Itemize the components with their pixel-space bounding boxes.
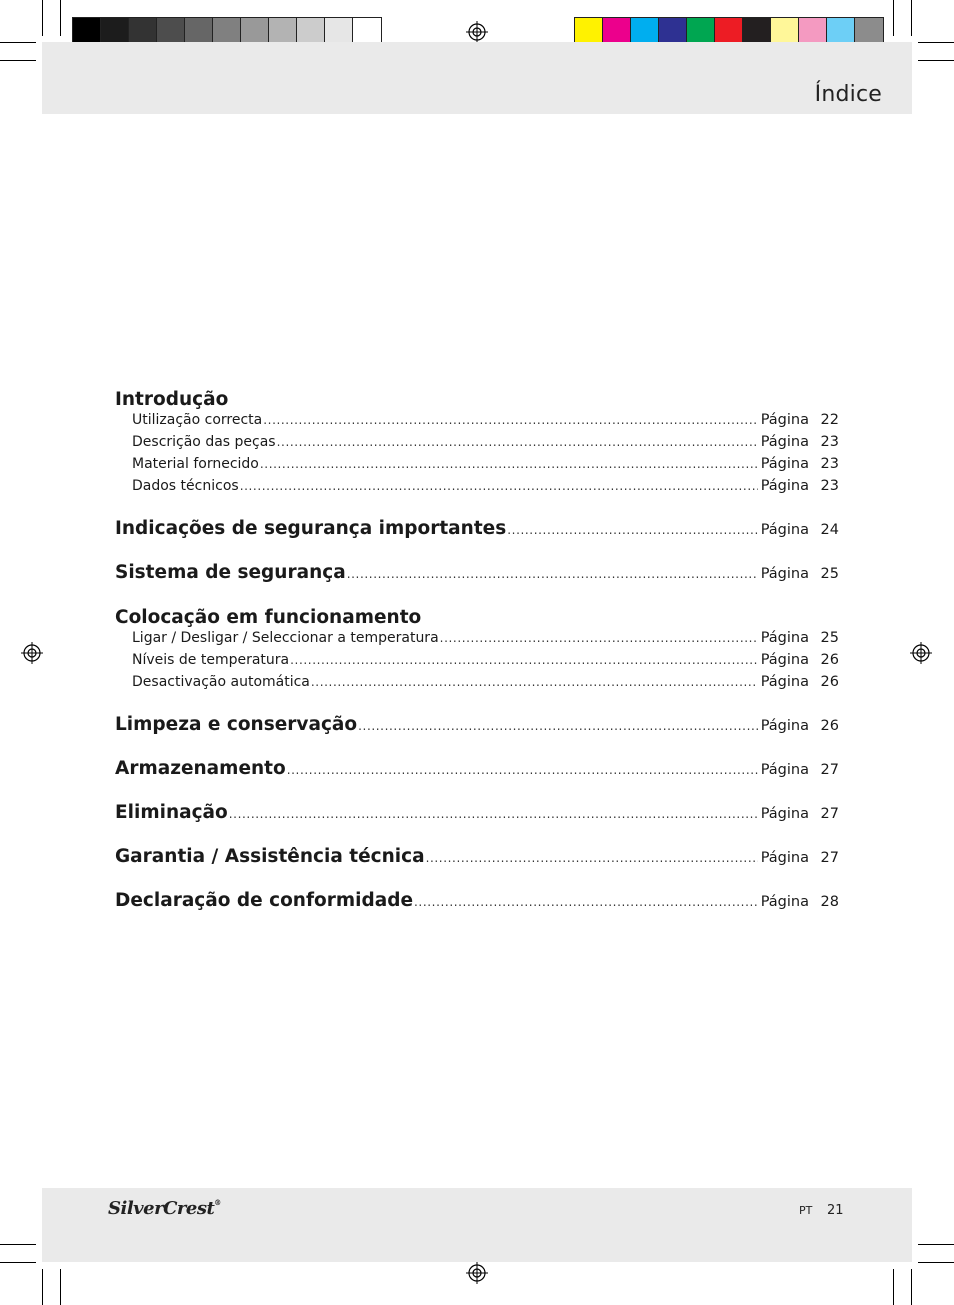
toc-page-ref [761,652,839,668]
toc-entry-label: Descrição das peças [132,434,276,450]
toc-page-number: 23 [820,434,839,450]
toc-entry-label: Indicações de segurança importantes [115,518,507,539]
color-swatch [73,18,101,45]
crop-mark [0,1262,36,1263]
toc-main-entry[interactable] [115,846,839,872]
color-swatch [297,18,325,45]
color-swatch [687,18,715,45]
toc-page-number: 26 [820,652,839,668]
toc-page-word: Página [760,412,809,428]
toc-page-ref [761,434,839,450]
toc-page-word: Página [760,478,809,494]
crop-mark [911,0,912,36]
toc-leader-dots [263,413,757,427]
toc-entry-label: Limpeza e conservação [115,714,358,735]
toc-entry-label: Sistema de segurança [115,562,346,583]
toc-page-ref [761,478,839,494]
color-swatch [101,18,129,45]
toc-page-word: Página [760,718,809,734]
toc-leader-dots [260,457,758,471]
color-swatch [213,18,241,45]
toc-sub-entry[interactable] [115,674,839,696]
toc-page-ref [761,630,839,646]
brand-logo: SilverCrest® [108,1198,221,1219]
toc-page-word: Página [760,806,809,822]
color-swatch [855,18,883,45]
crop-mark [893,0,894,36]
toc-leader-dots [358,719,758,733]
toc-page-ref [761,762,839,778]
toc-page-ref [761,806,839,822]
toc-sub-entry[interactable] [115,478,839,500]
toc-section-heading: Colocação em funcionamento [115,607,422,628]
crop-mark [0,1244,36,1245]
crop-mark [918,42,954,43]
page-title: Índice [814,82,882,107]
toc-sub-entry[interactable] [115,652,839,674]
toc-page-ref [761,674,839,690]
toc-main-entry[interactable] [115,562,839,588]
color-swatch [659,18,687,45]
toc-entry-label: Desactivação automática [132,674,310,690]
crop-mark [60,0,61,36]
toc-page-word: Página [760,894,809,910]
color-swatch [185,18,213,45]
toc-page-number: 27 [820,806,839,822]
toc-page-ref [761,566,839,582]
color-swatch [353,18,381,45]
toc-page-word: Página [760,762,809,778]
toc-leader-dots [440,631,758,645]
toc-page-number: 25 [820,566,839,582]
crop-mark [911,1269,912,1305]
toc-main-entry[interactable] [115,890,839,916]
footer-band [42,1188,912,1262]
color-swatch [715,18,743,45]
color-swatch [631,18,659,45]
toc-entry-label: Dados técnicos [132,478,239,494]
toc-leader-dots [347,567,758,581]
toc-page-ref [761,894,839,910]
toc-leader-dots [229,807,758,821]
toc-page-number: 28 [820,894,839,910]
toc-page-ref [761,456,839,472]
toc-page-word: Página [760,630,809,646]
toc-page-ref [761,718,839,734]
toc-entry-label: Material fornecido [132,456,259,472]
toc-page-number: 24 [820,522,839,538]
color-swatch [743,18,771,45]
color-swatch [771,18,799,45]
crop-mark [0,42,36,43]
toc-leader-dots [290,653,758,667]
toc-sub-entry[interactable] [115,412,839,434]
color-swatch [603,18,631,45]
crop-mark [893,1269,894,1305]
toc-main-entry[interactable] [115,714,839,740]
toc-page-ref [761,412,839,428]
registration-mark-icon [910,642,932,664]
crop-mark [918,1262,954,1263]
toc-leader-dots [240,479,758,493]
toc-page-number: 22 [820,412,839,428]
toc-entry-label: Níveis de temperatura [132,652,290,668]
toc-leader-dots [311,675,758,689]
toc-page-number: 23 [820,478,839,494]
toc-sub-entry[interactable] [115,456,839,478]
crop-mark [42,1269,43,1305]
toc-page-word: Página [760,566,809,582]
page-number: 21 [827,1203,844,1218]
toc-page-ref [761,522,839,538]
toc-entry-label: Armazenamento [115,758,286,779]
crop-mark [42,0,43,36]
color-swatch [799,18,827,45]
crop-mark [918,60,954,61]
color-swatch [325,18,353,45]
color-swatch [241,18,269,45]
registration-mark-icon [466,1262,488,1284]
toc-page-number: 27 [820,762,839,778]
toc-leader-dots [507,523,757,537]
crop-mark [918,1244,954,1245]
toc-page-word: Página [760,434,809,450]
toc-sub-entry[interactable] [115,434,839,456]
toc-entry-label: Ligar / Desligar / Seleccionar a temperatura [132,630,439,646]
toc-entry-label: Garantia / Assistência técnica [115,846,425,867]
toc-page-word: Página [760,850,809,866]
toc-main-entry[interactable] [115,802,839,828]
color-swatch [157,18,185,45]
toc-page-ref [761,850,839,866]
crop-mark [0,60,36,61]
table-of-contents [115,388,839,916]
toc-entry-label: Declaração de conformidade [115,890,413,911]
toc-page-word: Página [760,674,809,690]
language-code: PT [799,1204,813,1217]
registration-mark-icon [466,21,488,43]
toc-entry-label: Utilização correcta [132,412,263,428]
crop-mark [60,1269,61,1305]
toc-entry-label: Eliminação [115,802,228,823]
toc-page-word: Página [760,456,809,472]
color-swatch [827,18,855,45]
color-swatch [129,18,157,45]
toc-page-word: Página [760,652,809,668]
toc-page-number: 26 [820,718,839,734]
toc-page-number: 25 [820,630,839,646]
toc-section-heading: Introdução [115,389,229,410]
color-swatch [575,18,603,45]
toc-sub-entry[interactable] [115,630,839,652]
toc-page-number: 23 [820,456,839,472]
toc-leader-dots [277,435,758,449]
toc-main-entry[interactable] [115,518,839,544]
toc-leader-dots [287,763,758,777]
toc-page-word: Página [760,522,809,538]
registration-mark-icon [21,642,43,664]
toc-page-number: 27 [820,850,839,866]
toc-leader-dots [414,895,758,909]
toc-leader-dots [426,851,758,865]
header-band [42,42,912,114]
toc-main-entry[interactable] [115,758,839,784]
toc-page-number: 26 [820,674,839,690]
color-swatch [269,18,297,45]
